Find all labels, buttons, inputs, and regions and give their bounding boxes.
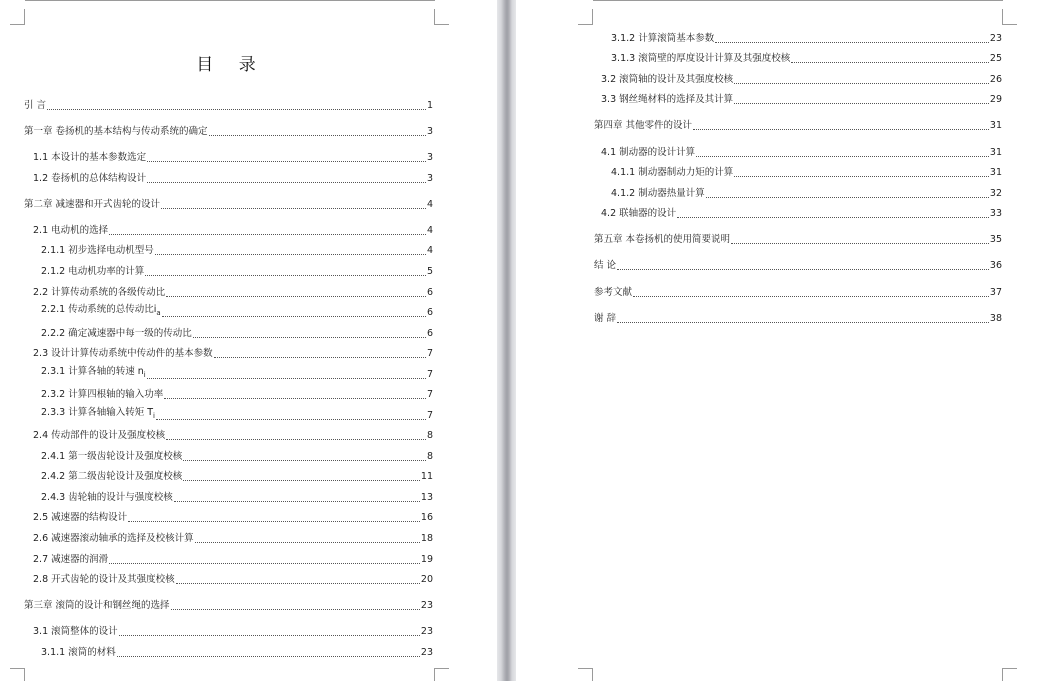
toc-entry[interactable] [594, 313, 1002, 325]
toc-leader-dots [155, 254, 426, 255]
toc-entry[interactable] [41, 304, 433, 319]
page-top-edge [25, 0, 435, 1]
corner-mark-bottom-right [1002, 668, 1017, 681]
toc-entry-title: 第一章 卷扬机的基本结构与传动系统的确定 [24, 126, 208, 137]
toc-page-number: 4 [426, 225, 433, 236]
toc-entry-title: 结 论 [594, 260, 617, 271]
document-page-right [516, 0, 1039, 681]
toc-entry[interactable] [594, 260, 1002, 272]
toc-entry[interactable] [33, 574, 433, 586]
toc-entry[interactable] [41, 451, 433, 463]
toc-leader-dots [791, 62, 989, 63]
toc-page-number: 31 [989, 167, 1002, 178]
toc-entry-title: 参考文献 [594, 287, 633, 298]
toc-entry[interactable] [24, 199, 433, 211]
toc-leader-dots [677, 217, 989, 218]
toc-leader-dots [47, 109, 426, 110]
toc-leader-dots [145, 275, 426, 276]
toc-page-number: 7 [426, 410, 433, 421]
toc-page-number: 33 [989, 208, 1002, 219]
toc-entry[interactable] [24, 600, 433, 612]
toc-page-number: 6 [426, 287, 433, 298]
toc-entry[interactable] [24, 126, 433, 138]
toc-leader-dots [715, 42, 989, 43]
toc-leader-dots [147, 161, 426, 162]
toc-entry-title: 2.1.1 初步选择电动机型号 [41, 245, 154, 256]
toc-entry-title: 引 言 [24, 100, 47, 111]
toc-entry[interactable] [41, 647, 433, 659]
toc-entry-title: 2.4.2 第二级齿轮设计及强度校核 [41, 471, 183, 482]
toc-entry[interactable] [594, 287, 1002, 299]
toc-leader-dots [162, 316, 426, 317]
toc-entry-title: 第四章 其他零件的设计 [594, 120, 693, 131]
toc-page-number: 23 [420, 600, 433, 611]
toc-entry[interactable] [41, 471, 433, 483]
corner-mark-bottom-right [434, 668, 449, 681]
toc-entry-title: 4.2 联轴器的设计 [601, 208, 677, 219]
corner-mark-top-right [1002, 9, 1017, 25]
toc-entry-title: 2.7 减速器的润滑 [33, 554, 109, 565]
toc-page-number: 25 [989, 53, 1002, 64]
toc-leader-dots [176, 583, 420, 584]
toc-page-number: 1 [426, 100, 433, 111]
toc-entry[interactable] [611, 53, 1002, 65]
toc-entry[interactable] [33, 512, 433, 524]
toc-page-number: 6 [426, 328, 433, 339]
page-top-edge [593, 0, 1003, 1]
toc-entry-title: 1.1 本设计的基本参数选定 [33, 152, 147, 163]
toc-heading: 目 录 [196, 55, 266, 75]
toc-entry-title: 2.5 减速器的结构设计 [33, 512, 128, 523]
toc-leader-dots [209, 135, 426, 136]
toc-entry-title: 3.1.1 滚筒的材料 [41, 647, 116, 658]
toc-entry-title: 2.4.3 齿轮轴的设计与强度校核 [41, 492, 173, 503]
toc-entry-title: 2.6 减速器滚动轴承的选择及校核计算 [33, 533, 194, 544]
toc-entry-title: 2.2 计算传动系统的各级传动比 [33, 287, 166, 298]
toc-entry-title: 谢 辞 [594, 313, 617, 324]
toc-leader-dots [693, 129, 989, 130]
toc-entry[interactable] [611, 188, 1002, 200]
toc-entry[interactable] [611, 167, 1002, 179]
toc-entry-title: 2.4 传动部件的设计及强度校核 [33, 430, 166, 441]
toc-page-number: 4 [426, 199, 433, 210]
toc-entry-title: 2.3 设计计算传动系统中传动件的基本参数 [33, 348, 213, 359]
toc-page-number: 16 [420, 512, 433, 523]
toc-leader-dots [706, 197, 989, 198]
toc-entry[interactable] [33, 152, 433, 164]
toc-leader-dots [119, 635, 420, 636]
toc-entry-subscript: i [153, 412, 155, 420]
toc-page-number: 26 [989, 74, 1002, 85]
toc-leader-dots [183, 480, 420, 481]
toc-entry[interactable] [611, 33, 1002, 45]
toc-entry[interactable] [594, 120, 1002, 132]
toc-leader-dots [734, 83, 989, 84]
toc-entry-subscript: i [143, 371, 146, 379]
toc-entry-title: 2.8 开式齿轮的设计及其强度校核 [33, 574, 175, 585]
toc-page-number: 31 [989, 147, 1002, 158]
toc-entry[interactable] [601, 74, 1002, 86]
toc-leader-dots [731, 243, 989, 244]
toc-entry-title: 3.1.2 计算滚筒基本参数 [611, 33, 715, 44]
toc-leader-dots [147, 182, 426, 183]
toc-entry[interactable] [601, 208, 1002, 220]
toc-leader-dots [214, 357, 426, 358]
toc-entry-title: 3.1 滚筒整体的设计 [33, 626, 118, 637]
toc-entry-title: 3.1.3 滚筒壁的厚度设计计算及其强度校核 [611, 53, 791, 64]
toc-entry-title: 1.2 卷扬机的总体结构设计 [33, 173, 147, 184]
toc-leader-dots [109, 234, 426, 235]
toc-entry[interactable] [33, 554, 433, 566]
toc-page-number: 3 [426, 152, 433, 163]
toc-page-number: 4 [426, 245, 433, 256]
toc-page-number: 18 [420, 533, 433, 544]
toc-page-number: 3 [426, 173, 433, 184]
toc-leader-dots [109, 563, 420, 564]
toc-page-number: 38 [989, 313, 1002, 324]
toc-entry[interactable] [33, 430, 433, 442]
toc-leader-dots [117, 656, 420, 657]
toc-page-number: 19 [420, 554, 433, 565]
toc-page-number: 3 [426, 126, 433, 137]
toc-entry[interactable] [41, 328, 433, 340]
toc-entry[interactable] [41, 245, 433, 257]
toc-entry-title: 2.3.2 计算四根轴的输入功率 [41, 389, 164, 400]
toc-entry-title: 第三章 滚筒的设计和钢丝绳的选择 [24, 600, 170, 611]
toc-entry[interactable] [41, 366, 433, 381]
toc-entry-title: 2.1.2 电动机功率的计算 [41, 266, 145, 277]
toc-entry[interactable] [41, 266, 433, 278]
toc-entry-title: 2.3.3 计算各轴输入转矩 $T_i$ [41, 407, 155, 420]
toc-page-number: 8 [426, 430, 433, 441]
toc-leader-dots [183, 460, 426, 461]
toc-page-number: 13 [420, 492, 433, 503]
corner-mark-bottom-left [578, 668, 593, 681]
toc-entry[interactable] [33, 533, 433, 545]
corner-mark-top-left [578, 9, 593, 25]
toc-leader-dots [147, 378, 426, 379]
toc-entry-title: 4.1.1 制动器制动力矩的计算 [611, 167, 734, 178]
toc-leader-dots [193, 337, 426, 338]
toc-leader-dots [734, 103, 989, 104]
toc-leader-dots [174, 501, 420, 502]
toc-entry-title: 第五章 本卷扬机的使用简要说明 [594, 234, 731, 245]
toc-leader-dots [166, 296, 426, 297]
toc-page-number: 8 [426, 451, 433, 462]
toc-entry[interactable] [24, 100, 433, 112]
toc-entry-title: 2.3.1 计算各轴的转速 $n_i$ [41, 366, 146, 379]
toc-entry-title: 3.2 滚筒轴的设计及其强度校核 [601, 74, 734, 85]
toc-page-number: 29 [989, 94, 1002, 105]
corner-mark-bottom-left [10, 668, 25, 681]
toc-page-number: 31 [989, 120, 1002, 131]
toc-entry[interactable] [41, 407, 433, 422]
toc-entry-title: 2.2.1 传动系统的总传动比$i_a$ [41, 304, 161, 317]
toc-entry[interactable] [41, 389, 433, 401]
toc-entry-title: 2.1 电动机的选择 [33, 225, 109, 236]
toc-entry-title: 第二章 减速器和开式齿轮的设计 [24, 199, 161, 210]
document-page-left [0, 0, 497, 681]
toc-entry-title: 2.4.1 第一级齿轮设计及强度校核 [41, 451, 183, 462]
toc-page-number: 6 [426, 307, 433, 318]
toc-entry[interactable] [41, 492, 433, 504]
toc-leader-dots [164, 398, 426, 399]
corner-mark-top-right [434, 9, 449, 25]
toc-entry[interactable] [601, 94, 1002, 106]
toc-page-number: 7 [426, 389, 433, 400]
toc-entry-title: 4.1 制动器的设计计算 [601, 147, 696, 158]
toc-leader-dots [617, 269, 989, 270]
toc-entry[interactable] [33, 626, 433, 638]
toc-leader-dots [161, 208, 426, 209]
toc-page-number: 5 [426, 266, 433, 277]
toc-leader-dots [696, 156, 989, 157]
toc-page-number: 7 [426, 348, 433, 359]
toc-page-number: 32 [989, 188, 1002, 199]
toc-page-number: 20 [420, 574, 433, 585]
toc-page-number: 23 [420, 626, 433, 637]
toc-entry-subscript: a [156, 309, 161, 317]
toc-entry-title: 3.3 钢丝绳材料的选择及其计算 [601, 94, 734, 105]
toc-leader-dots [617, 322, 989, 323]
toc-entry-title: 2.2.2 确定减速器中每一级的传动比 [41, 328, 192, 339]
toc-entry[interactable] [33, 173, 433, 185]
toc-leader-dots [156, 419, 426, 420]
toc-entry[interactable] [33, 348, 433, 360]
toc-entry-title: 4.1.2 制动器热量计算 [611, 188, 705, 199]
toc-leader-dots [734, 176, 989, 177]
toc-page-number: 36 [989, 260, 1002, 271]
toc-leader-dots [166, 439, 426, 440]
toc-page-number: 23 [989, 33, 1002, 44]
toc-leader-dots [633, 296, 989, 297]
page-gutter [497, 0, 516, 681]
corner-mark-top-left [10, 9, 25, 25]
toc-page-number: 35 [989, 234, 1002, 245]
toc-page-number: 7 [426, 369, 433, 380]
toc-leader-dots [171, 609, 420, 610]
toc-entry[interactable] [33, 287, 433, 299]
toc-entry[interactable] [33, 225, 433, 237]
toc-leader-dots [128, 521, 420, 522]
toc-page-number: 37 [989, 287, 1002, 298]
toc-leader-dots [195, 542, 420, 543]
toc-page-number: 11 [420, 471, 433, 482]
toc-entry[interactable] [594, 234, 1002, 246]
toc-page-number: 23 [420, 647, 433, 658]
toc-entry[interactable] [601, 147, 1002, 159]
